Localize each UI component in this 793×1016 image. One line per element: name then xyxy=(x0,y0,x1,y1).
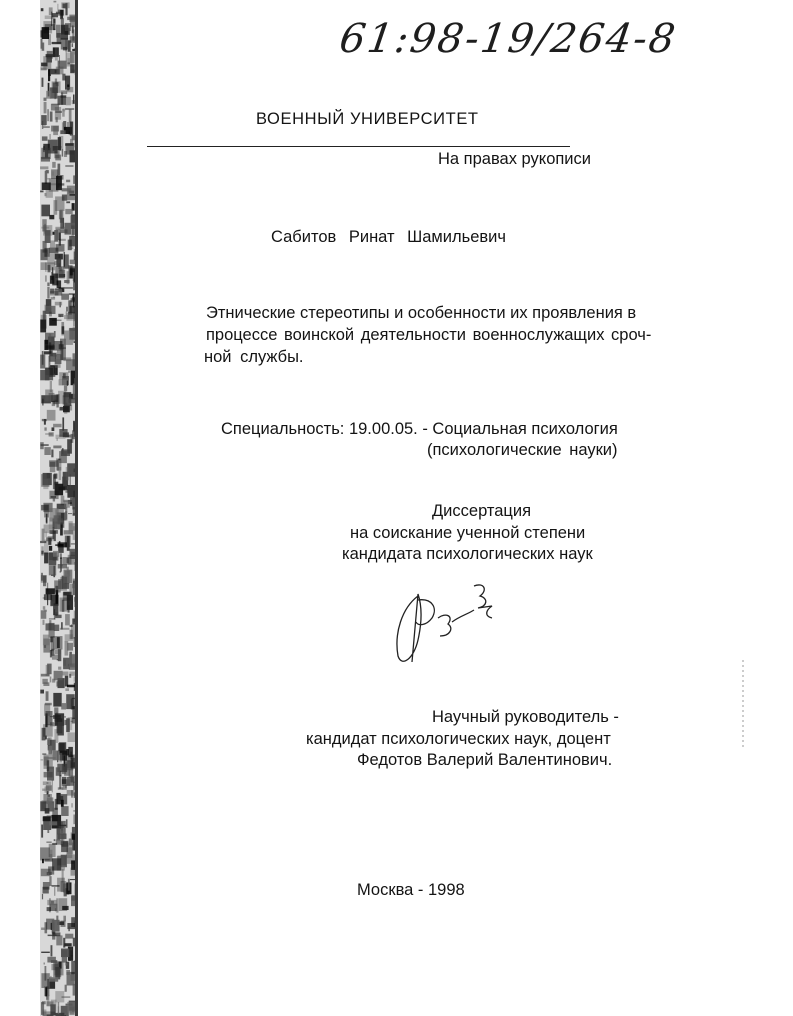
author-name: Сабитов Ринат Шамильевич xyxy=(271,228,506,246)
binding-strip xyxy=(40,0,78,1016)
institution-name: ВОЕННЫЙ УНИВЕРСИТЕТ xyxy=(256,110,479,128)
specialty-line: Специальность: 19.00.05. - Социальная психология xyxy=(221,420,618,438)
city-year: Москва - 1998 xyxy=(357,881,465,899)
dissertation-label: Диссертация xyxy=(432,502,532,520)
binding-texture xyxy=(40,0,78,1016)
thesis-title-line-2: процессе воинской деятельности военнослужащих сроч- xyxy=(206,326,652,344)
specialty-field: (психологические науки) xyxy=(427,441,618,459)
dissertation-purpose: на соискание ученной степени xyxy=(350,524,586,542)
header-rule xyxy=(147,146,570,147)
rights-note: На правах рукописи xyxy=(438,150,591,168)
margin-dots xyxy=(742,660,744,750)
archive-number-handwritten: 61:98-19/264-8 xyxy=(336,16,680,62)
supervisor-degree: кандидат психологических наук, доцент xyxy=(306,730,611,748)
dissertation-degree: кандидата психологических наук xyxy=(342,545,593,563)
thesis-title-line-3: ной службы. xyxy=(204,348,304,366)
thesis-title-line-1: Этнические стереотипы и особенности их проявления в xyxy=(206,304,637,322)
supervisor-label: Научный руководитель - xyxy=(432,708,619,726)
supervisor-name: Федотов Валерий Валентинович. xyxy=(357,751,613,769)
signature-mark xyxy=(388,578,508,668)
